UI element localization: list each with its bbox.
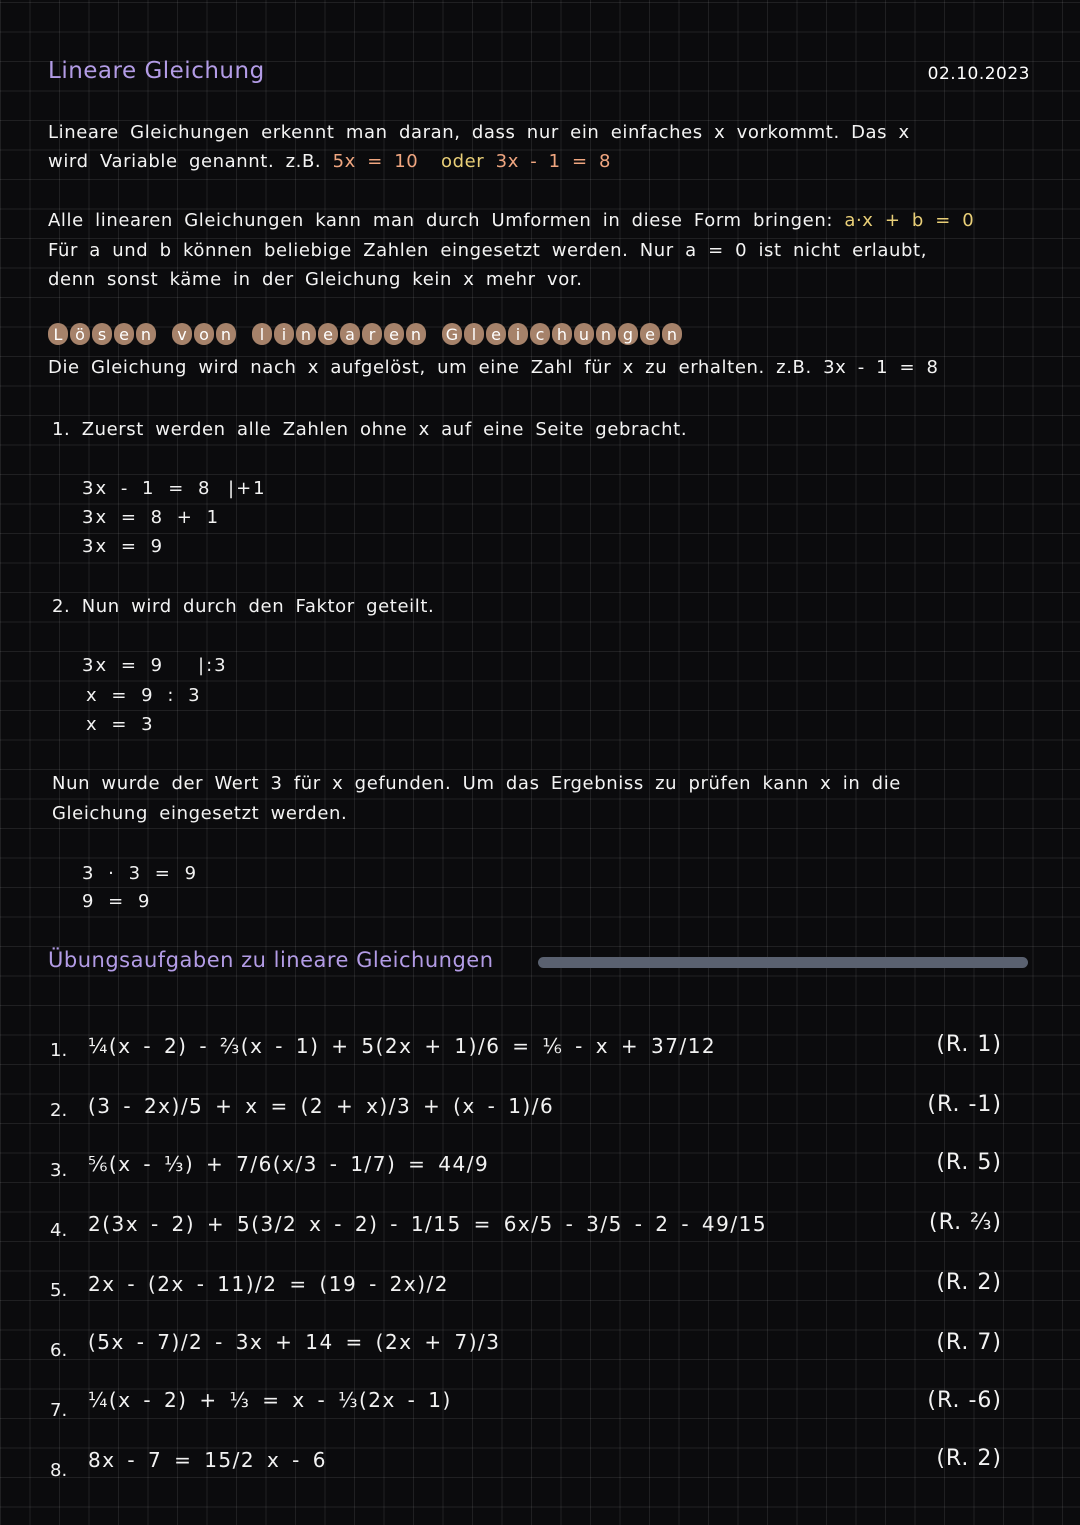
heading-letter — [158, 323, 170, 345]
heading-letter: a — [340, 323, 360, 345]
exercise-task: 2x - (2x - 11)/2 = (19 - 2x)/2 — [88, 1272, 449, 1296]
heading-letter: e — [114, 323, 134, 345]
check-eq-1: 3 · 3 = 9 — [82, 863, 199, 884]
exercise-task: (3 - 2x)/5 + x = (2 + x)/3 + (x - 1)/6 — [88, 1094, 555, 1118]
step-1-eq-1: 3x - 1 = 8 — [82, 478, 212, 499]
step-2-eq-3: x = 3 — [86, 714, 155, 735]
exercise-number: 1. — [50, 1040, 68, 1061]
exercise-result: (R. -1) — [927, 1092, 1002, 1117]
step-1-eq-2: 3x = 8 + 1 — [82, 507, 221, 528]
exercise-number: 6. — [50, 1340, 68, 1361]
heading-letter: n — [596, 323, 616, 345]
heading-letter: G — [442, 323, 462, 345]
exercise-number: 3. — [50, 1160, 68, 1181]
example-or: oder — [440, 151, 485, 172]
heading-letter: r — [362, 323, 382, 345]
page-title: Lineare Gleichung — [48, 58, 265, 84]
exercise-task: ¼(x - 2) + ⅓ = x - ⅓(2x - 1) — [88, 1388, 452, 1412]
step-1-operation: |+1 — [228, 478, 267, 499]
exercise-number: 8. — [50, 1460, 68, 1481]
heading-letter: n — [662, 323, 682, 345]
intro-line-2-text: wird Variable genannt. z.B. — [48, 151, 322, 172]
check-eq-2: 9 = 9 — [82, 891, 152, 912]
heading-letter: e — [318, 323, 338, 345]
step-1-label: 1. Zuerst werden alle Zahlen ohne x auf eine Seite gebracht. — [52, 419, 688, 440]
form-line-3: denn sonst käme in der Gleichung kein x mehr vor. — [48, 269, 583, 290]
exercises-title: Übungsaufgaben zu lineare Gleichungen — [48, 948, 494, 972]
heading-letter: e — [640, 323, 660, 345]
title-highlight-bar — [538, 957, 1028, 968]
heading-letter: g — [618, 323, 638, 345]
exercise-task: (5x - 7)/2 - 3x + 14 = (2x + 7)/3 — [88, 1330, 501, 1354]
heading-letter: n — [296, 323, 316, 345]
heading-letter: n — [216, 323, 236, 345]
heading-letter: l — [252, 323, 272, 345]
heading-letter: o — [194, 323, 214, 345]
step-2-eq-1: 3x = 9 — [82, 655, 165, 676]
exercise-result: (R. 5) — [936, 1150, 1002, 1175]
exercise-result: (R. -6) — [927, 1388, 1002, 1413]
heading-letter: c — [530, 323, 550, 345]
section-intro: Die Gleichung wird nach x aufgelöst, um eine Zahl für x zu erhalten. z.B. 3x - 1 = 8 — [48, 357, 939, 378]
section-heading — [48, 323, 682, 345]
heading-letter: v — [172, 323, 192, 345]
heading-letter: e — [486, 323, 506, 345]
step-2-operation: |:3 — [198, 655, 228, 676]
general-form-formula: a·x + b = 0 — [844, 210, 975, 231]
exercise-task: ⅚(x - ⅓) + 7/6(x/3 - 1/7) = 44/9 — [88, 1152, 490, 1176]
heading-letter: L — [48, 323, 68, 345]
heading-letter: h — [552, 323, 572, 345]
exercise-number: 2. — [50, 1100, 68, 1121]
check-line-1: Nun wurde der Wert 3 für x gefunden. Um das Ergebniss zu prüfen kann x in die — [52, 773, 901, 794]
heading-letter — [428, 323, 440, 345]
exercise-task: ¼(x - 2) - ⅔(x - 1) + 5(2x + 1)/6 = ⅙ - x + 37/12 — [88, 1034, 717, 1058]
heading-letter: i — [274, 323, 294, 345]
step-2-eq-2: x = 9 : 3 — [86, 685, 202, 706]
intro-line-1: Lineare Gleichungen erkennt man daran, dass nur ein einfaches x vorkommt. Das x — [48, 122, 910, 143]
heading-letter — [238, 323, 250, 345]
example-2: 3x - 1 = 8 — [495, 151, 612, 172]
exercise-result: (R. 2) — [936, 1446, 1002, 1471]
example-1: 5x = 10 — [332, 151, 419, 172]
heading-letter: u — [574, 323, 594, 345]
heading-letter: ö — [70, 323, 90, 345]
heading-letter: i — [508, 323, 528, 345]
exercise-result: (R. 1) — [936, 1032, 1002, 1057]
step-2-label: 2. Nun wird durch den Faktor geteilt. — [52, 596, 435, 617]
date-label: 02.10.2023 — [927, 64, 1030, 84]
form-line-1 — [48, 210, 974, 231]
exercise-number: 5. — [50, 1280, 68, 1301]
exercise-number: 4. — [50, 1220, 68, 1241]
heading-letter: l — [464, 323, 484, 345]
intro-line-2 — [48, 151, 611, 172]
form-line-2: Für a und b können beliebige Zahlen eingesetzt werden. Nur a = 0 ist nicht erlaubt, — [48, 240, 928, 261]
exercise-result: (R. 7) — [936, 1330, 1002, 1355]
heading-letter: n — [136, 323, 156, 345]
exercise-task: 2(3x - 2) + 5(3/2 x - 2) - 1/15 = 6x/5 - 3/5 - 2 - 49/15 — [88, 1212, 768, 1236]
heading-letter: e — [384, 323, 404, 345]
check-line-2: Gleichung eingesetzt werden. — [52, 803, 348, 824]
exercise-result: (R. ⅔) — [929, 1210, 1002, 1235]
exercise-result: (R. 2) — [936, 1270, 1002, 1295]
heading-letter: s — [92, 323, 112, 345]
heading-letter: n — [406, 323, 426, 345]
exercise-task: 8x - 7 = 15/2 x - 6 — [88, 1448, 327, 1472]
exercise-number: 7. — [50, 1400, 68, 1421]
form-line-1-text: Alle linearen Gleichungen kann man durch Umformen in diese Form bringen: — [48, 210, 834, 231]
step-1-eq-3: 3x = 9 — [82, 536, 165, 557]
